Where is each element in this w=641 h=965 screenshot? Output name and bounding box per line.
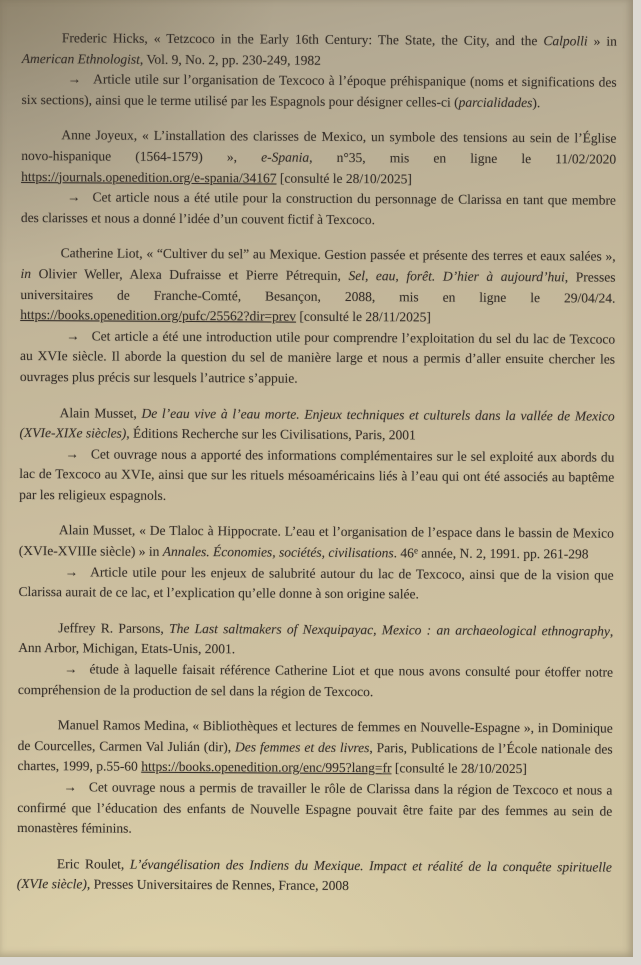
text-segment: , Presses universitaires de Franche-Comté, Besançon, 2088, mis en ligne le 29/04/24. — [20, 269, 616, 306]
citation-paragraph — [22, 28, 617, 73]
citation-paragraph — [19, 402, 614, 447]
citation-paragraph — [19, 520, 614, 565]
text-segment: Cet ouvrage nous a apporté des informations complémentaires sur le sel exploité aux abords du lac de Texcoco au XVIe, ainsi que sur les rituels mésoaméricains liés à l’eau qui ont été associés au baptême par les religieux espagnols. — [19, 446, 615, 503]
text-segment: » in — [587, 33, 617, 49]
text-segment: Article utile pour les enjeux de salubrité autour du lac de Texcoco, ainsi que de la vision que Clarissa aurait de ce lac, et l’explication qu’elle donne à son origine salée. — [18, 564, 614, 602]
annotation-paragraph — [17, 777, 612, 842]
bibliography-entry — [19, 402, 615, 509]
annotation-paragraph — [20, 326, 615, 391]
annotation-paragraph — [21, 187, 616, 232]
arrow-icon: → — [67, 71, 82, 87]
text-segment: De l’eau vive à l’eau morte. Enjeux techniques et culturels dans la vallée de Mexico (XVIe-XIXe siècles) — [19, 405, 615, 441]
text-segment: e — [413, 545, 419, 556]
citation-paragraph — [18, 618, 613, 663]
citation-paragraph — [17, 854, 612, 899]
text-segment: , Presses Universitaires de Rennes, France, 2008 — [86, 876, 349, 894]
text-segment: The Last saltmakers of Nexquipayac, Mexico : an archaeological ethnography — [169, 620, 610, 639]
bibliography-entry — [18, 618, 613, 704]
text-segment: [consulté le 28/11/2025] — [296, 308, 431, 325]
link-url: https://journals.openedition.org/e-spania/34167 — [21, 168, 277, 186]
text-segment: Sel, eau, forêt. D’hier à aujourd’hui — [348, 267, 565, 285]
text-segment: , Paris, Publications de l’École nationale des chartes, 1999, p.55-60 — [17, 739, 613, 775]
annotation-paragraph — [18, 562, 613, 607]
bibliography-text-block — [17, 28, 617, 914]
text-segment: Alain Musset, « De Tlaloc à Hippocrate. L’eau et l’organisation de l’espace dans le bassin de Mexico (XVIe-XVIIIe siècle) » in — [18, 522, 614, 559]
text-segment: Cet article nous a été utile pour la construction du personnage de Clarissa en tant que membre des clarisses et nous a donné l’idée d’un couvent fictif à Texcoco. — [20, 189, 617, 227]
text-segment: , Éditions Recherche sur les Civilisations, Paris, 2001 — [126, 425, 416, 443]
text-segment: American Ethnologist — [21, 50, 140, 67]
bibliography-entry — [17, 854, 612, 899]
bibliography-entry — [18, 520, 613, 606]
arrow-icon: → — [66, 327, 80, 344]
text-segment: Jeffrey R. Parsons, — [58, 620, 170, 636]
text-segment: année, N. 2, 1991. pp. 261-298 — [417, 545, 589, 562]
arrow-icon: → — [63, 779, 77, 795]
text-segment: , Ann Arbor, Michigan, Etats-Unis, 2001. — [18, 623, 614, 657]
arrow-icon: → — [66, 189, 81, 205]
text-segment: , Vol. 9, No. 2, pp. 230-249, 1982 — [139, 51, 321, 68]
text-segment: Cet ouvrage nous a permis de travailler le rôle de Clarissa dans la région de Texcoco et nous a confirmé que l’éducation des enfants de Nouvelle Espagne pouvait être faite par des femmes au sein de monastères féminins. — [17, 779, 613, 836]
annotation-paragraph — [21, 69, 616, 114]
text-segment: , n°35, mis en ligne le 11/02/2020 — [309, 149, 617, 167]
text-segment: L’évangélisation des Indiens du Mexique. Impact et réalité de la conquête spirituelle (XVIe siècle) — [16, 856, 612, 892]
text-segment: Catherine Liot, « “Cultiver du sel” au Mexique. Gestion passée et présente des terres et eaux salées », — [60, 245, 616, 264]
citation-paragraph — [17, 715, 612, 780]
text-segment: parcialidades — [458, 94, 533, 110]
arrow-icon: → — [65, 445, 79, 462]
citation-paragraph — [20, 243, 615, 329]
text-segment: Olivier Weller, Alexa Dufraisse et Pierre Pétrequin, — [30, 265, 349, 283]
link-url: https://books.openedition.org/pufc/25562?dir=prev — [20, 307, 297, 324]
text-segment: étude à laquelle faisait référence Catherine Liot et que nous avons consulté pour étoffer notre compréhension de la production de sel dans la région de Texcoco. — [17, 661, 614, 699]
bibliography-entry — [21, 28, 616, 114]
text-segment: e-Spania — [261, 149, 310, 165]
citation-paragraph — [21, 125, 616, 190]
text-segment: [consulté le 28/10/2025] — [276, 170, 412, 186]
text-segment: Des femmes et des livres — [235, 739, 370, 755]
arrow-icon: → — [64, 563, 79, 580]
bibliography-entry — [20, 243, 616, 391]
text-segment: Eric Roulet, — [56, 856, 130, 872]
text-segment: Manuel Ramos Medina, « Bibliothèques et lectures de femmes en Nouvelle-Espagne », in Dominique de Courcelles, Carmen Val Julián (dir), — [17, 717, 613, 755]
arrow-icon: → — [64, 661, 78, 677]
bibliography-entry — [21, 125, 617, 232]
text-segment: Annales. Économies, sociétés, civilisations — [162, 543, 394, 561]
bibliography-entry — [17, 715, 613, 842]
text-segment: Article utile sur l’organisation de Texcoco à l’époque préhispanique (noms et significations des six sections), ainsi que le terme utilisé par les Espagnols pour désigner celles-ci ( — [21, 71, 617, 110]
text-segment: ). — [532, 94, 541, 110]
annotation-paragraph — [19, 444, 614, 509]
text-segment: Calpolli — [543, 33, 588, 49]
text-segment: [consulté le 28/10/2025] — [391, 760, 527, 777]
text-segment: in — [20, 265, 32, 281]
annotation-paragraph — [18, 659, 613, 704]
text-segment: Alain Musset, — [59, 404, 142, 421]
link-url: https://books.openedition.org/enc/995?lang=fr — [141, 759, 392, 776]
text-segment: Anne Joyeux, « L’installation des clarisses de Mexico, un symbole des tensions au sein de l’Église novo-hispanique (1564-1579) », — [21, 127, 617, 165]
text-segment: . 46 — [393, 545, 415, 561]
text-segment: Cet article a été une introduction utile pour comprendre l’exploitation du sel du lac de Texcoco au XVIe siècle. Il aborde la question du sel de manière large et nous a permis d’aller ensuite chercher les ouvrages plus précis sur lesquels l’autrice s’appuie. — [19, 328, 616, 386]
text-segment: Frederic Hicks, « Tetzcoco in the Early 16th Century: The State, the City, and the — [61, 30, 544, 49]
